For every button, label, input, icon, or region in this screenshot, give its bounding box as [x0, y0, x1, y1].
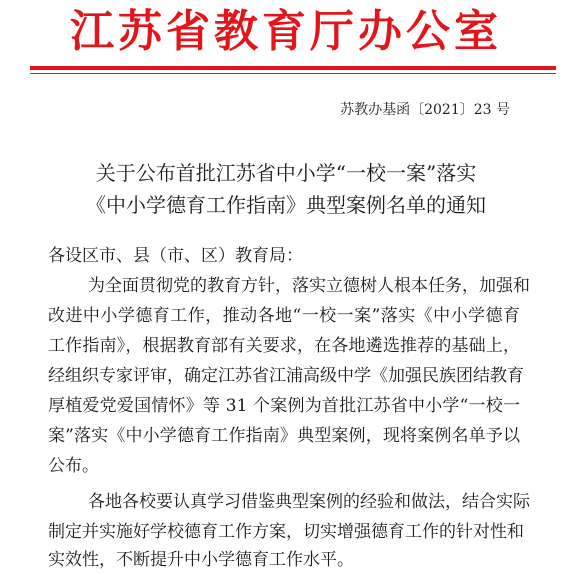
letterhead-rule-thick [30, 66, 556, 70]
document-title-line-2: 《中小学德育工作指南》典型案例名单的通知 [86, 193, 486, 217]
letterhead-title: 江苏省教育厅办公室 [70, 6, 502, 57]
paragraph-2-line: 各地各校要认真学习借鉴典型案例的经验和做法，结合实际 [88, 492, 530, 512]
paragraph-1-line: 厚植爱党爱国情怀》等 31 个案例为首批江苏省中小学“一校一 [48, 396, 520, 416]
paragraph-1-line: 改进中小学德育工作，推动各地“一校一案”落实《中小学德育 [48, 306, 520, 326]
document-number: 苏教办基函〔2021〕23 号 [340, 102, 510, 118]
document-title-line-1: 关于公布首批江苏省中小学“一校一案”落实 [95, 161, 477, 185]
letterhead-rule-thin [30, 73, 556, 74]
paragraph-1-line: 案”落实《中小学德育工作指南》典型案例，现将案例名单予以 [48, 426, 520, 446]
paragraph-2-line: 实效性，不断提升中小学德育工作水平。 [48, 550, 354, 570]
paragraph-1-line: 工作指南》，根据教育部有关要求，在各地遴选推荐的基础上， [48, 336, 520, 356]
paragraph-1-line: 经组织专家评审，确定江苏省江浦高级中学《加强民族团结教育 [48, 366, 524, 386]
paragraph-1-line: 公布。 [48, 456, 99, 476]
paragraph-2-line: 制定并实施好学校德育工作方案，切实增强德育工作的针对性和 [48, 522, 524, 542]
paragraph-1-line: 为全面贯彻党的教育方针，落实立德树人根本任务，加强和 [88, 276, 530, 296]
salutation: 各设区市、县（市、区）教育局： [48, 246, 303, 266]
